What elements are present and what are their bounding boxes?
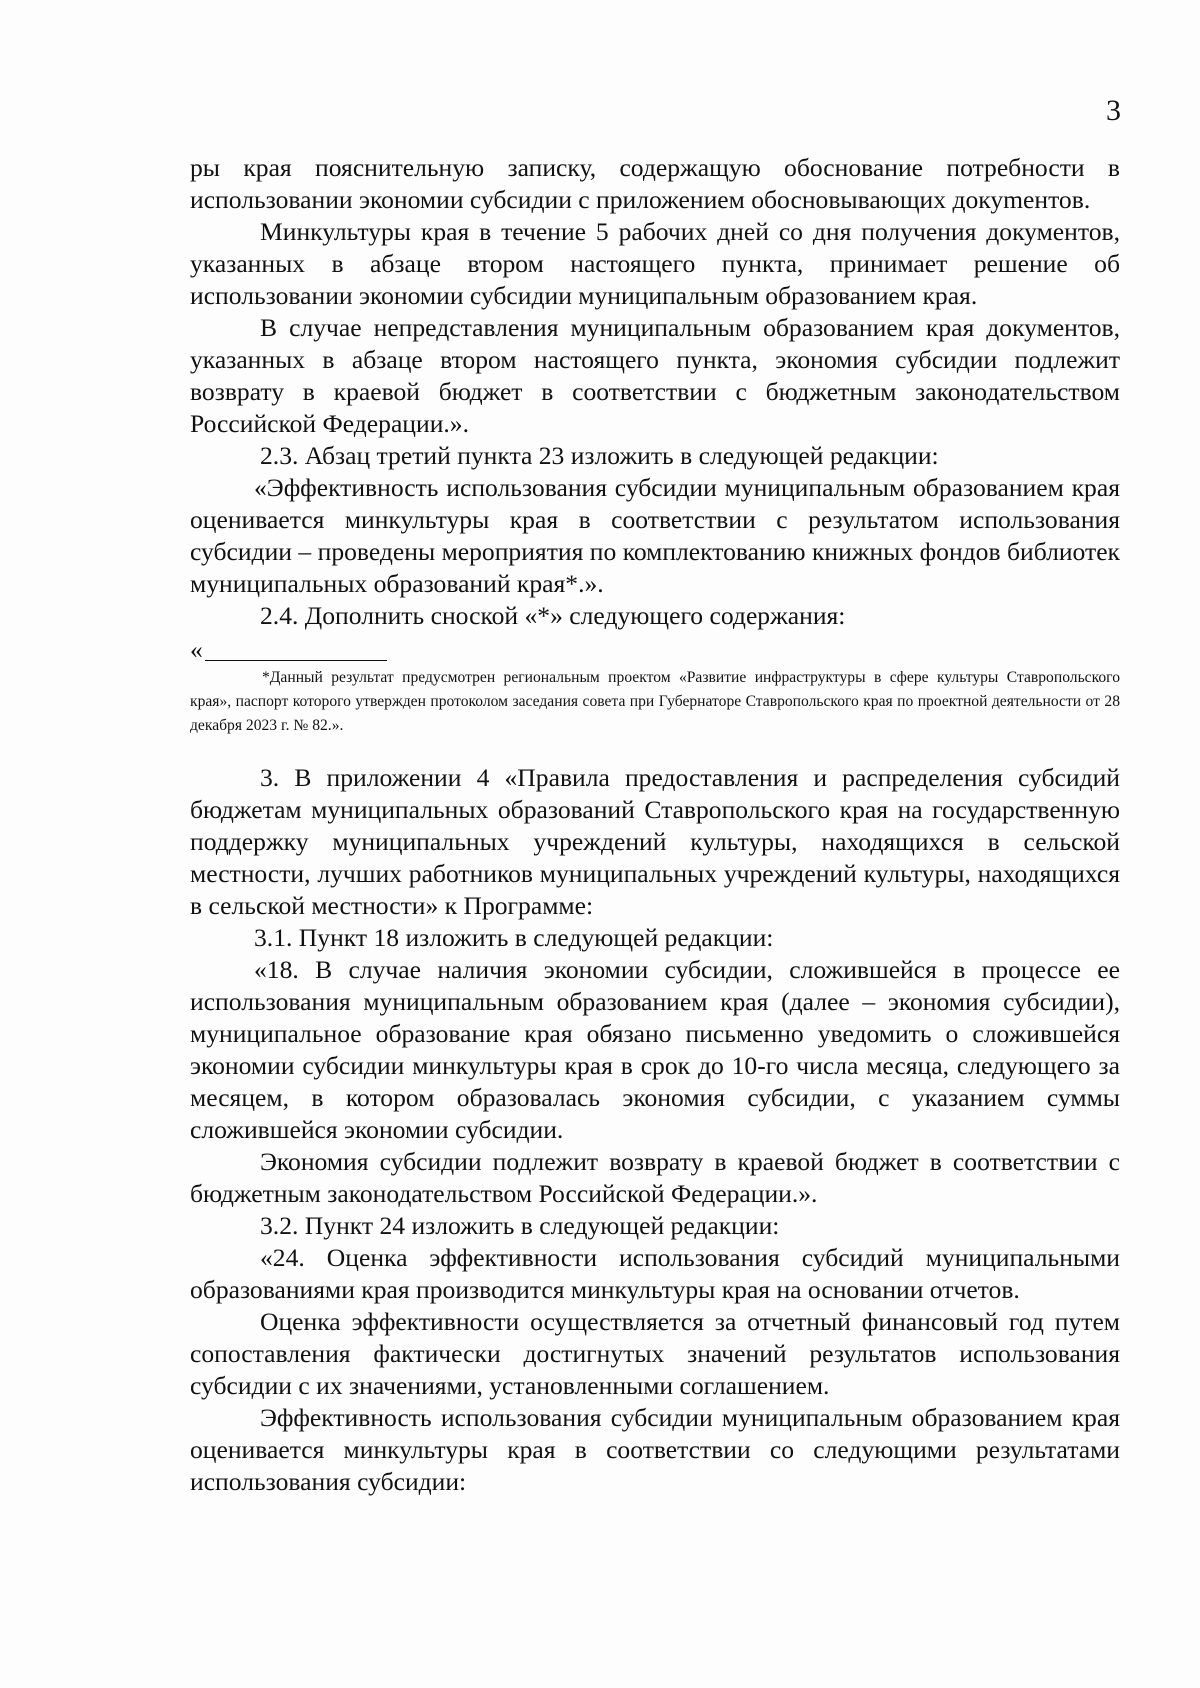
paragraph-13: Оценка эффективности осуществляется за отчетный финансовый год путем сопоставления фактически достигнутых значений результатов использования субсидии с их значениями, установленными соглашением.: [190, 1307, 1120, 1400]
paragraph-8: 3.1. Пункт 18 изложить в следующей редакции:: [254, 923, 774, 952]
paragraph-3: В случае непредставления муниципальным образованием края документов, указанных в абзаце втором настоящего пункта, экономия субсидии подлежит возврату в краевой бюджет в соответствии с бюджетным законодательством Российской Федерации.».: [190, 313, 1120, 438]
footnote-open-quote: «: [190, 635, 203, 664]
footnote-separator: [190, 632, 1120, 666]
footnote-text: *Данный результат предусмотрен региональным проектом «Развитие инфраструктуры в сфере культуры Ставропольского края», паспорт которого утвержден протоколом заседания совета при Губернаторе Ставропольского края по проектной деятельности от 28 декабря 2023 г. № 82.».: [190, 669, 1120, 734]
paragraph-9: «18. В случае наличия экономии субсидии, сложившейся в процессе ее использования муниципальным образованием края (далее – экономия субсидии), муниципальное образование края обязано письменно уведомить о сложившейся экономии субсидии минкультуры края в срок до 10-го числа месяца, следующего за месяцем, в котором образовалась экономия субсидии, с указанием суммы сложившейся экономии субсидии.: [190, 955, 1120, 1144]
paragraph-14: Эффективность использования субсидии муниципальным образованием края оценивается минкультуры края в соответствии со следующими результатами использования субсидии:: [190, 1403, 1120, 1496]
page-number: 3: [1106, 94, 1121, 127]
paragraph-1: ры края пояснительную записку, содержащую обоснование потребности в использовании экономии субсидии с приложением обосновывающих докуmентов.: [190, 153, 1120, 214]
document-body: [190, 152, 1120, 1498]
paragraph-10: Экономия субсидии подлежит возврату в краевой бюджет в соответствии с бюджетным законодательством Российской Федерации.».: [190, 1147, 1120, 1208]
spacer: [190, 738, 1120, 762]
paragraph-2: Минкультуры края в течение 5 рабочих дней со дня получения документов, указанных в абзаце втором настоящего пункта, принимает решение об использовании экономии субсидии муниципальным образованием края.: [190, 217, 1120, 310]
paragraph-6: 2.4. Дополнить сноской «*» следующего содержания:: [260, 601, 846, 630]
paragraph-12: «24. Оценка эффективности использования субсидий муниципальными образованиями края производится минкультуры края на основании отчетов.: [190, 1243, 1120, 1304]
paragraph-11: 3.2. Пункт 24 изложить в следующей редакции:: [260, 1211, 780, 1240]
paragraph-4: 2.3. Абзац третий пункта 23 изложить в следующей редакции:: [260, 441, 939, 470]
paragraph-5: «Эффективность использования субсидии муниципальным образованием края оценивается минкультуры края в соответствии с результатом использования субсидии – проведены мероприятия по комплектованию книжных фондов библиотек муниципальных образований края*.».: [190, 473, 1120, 598]
paragraph-7: 3. В приложении 4 «Правила предоставления и распределения субсидий бюджетам муниципальных образований Ставропольского края на государственную поддержку муниципальных учреждений культуры, находящихся в сельской местности, лучших работников муниципальных учреждений культуры, находящихся в сельской местности» к Программе:: [190, 763, 1120, 920]
footnote-rule: [205, 660, 387, 661]
